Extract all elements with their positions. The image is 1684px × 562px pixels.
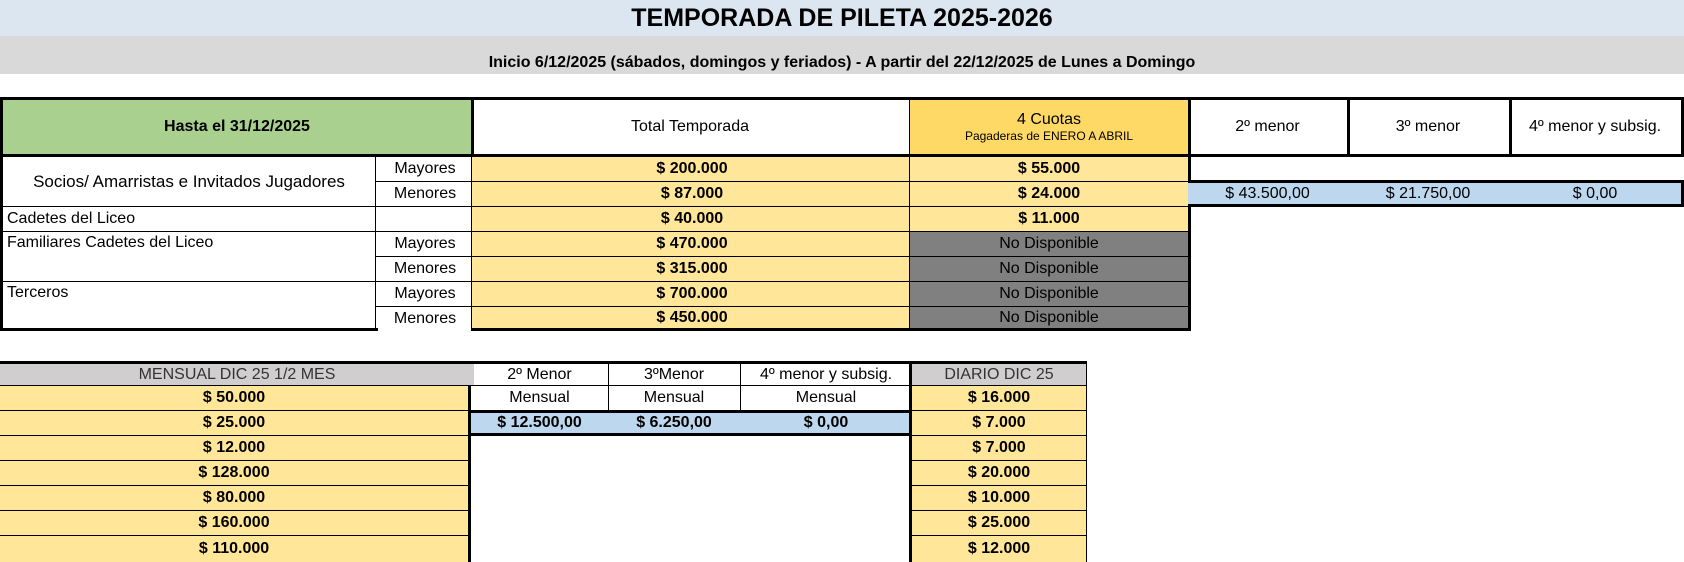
group-familiares: Familiares Cadetes del Liceo (7, 234, 214, 251)
cuotas-cell: No Disponible (909, 257, 1191, 282)
daily-header: DIARIO DIC 25 (909, 361, 1087, 386)
daily-value: $ 7.000 (909, 411, 1087, 436)
cuotas-cell: No Disponible (909, 307, 1191, 331)
monthly-sub-label: Mensual (608, 386, 741, 411)
type-cell: Menores (375, 307, 474, 331)
monthly-header: MENSUAL DIC 25 1/2 MES (0, 361, 474, 386)
total-cell: $ 200.000 (471, 157, 912, 182)
fourth-minor-value: $ 0,00 (1509, 180, 1684, 207)
daily-value: $ 12.000 (909, 536, 1087, 562)
monthly-value: $ 25.000 (0, 411, 471, 436)
daily-value: $ 16.000 (909, 386, 1087, 411)
monthly-value: $ 128.000 (0, 461, 471, 486)
col-second-minor: 2º menor (1188, 97, 1350, 157)
type-cell: Menores (375, 257, 474, 282)
cuotas-cell: $ 55.000 (909, 157, 1191, 182)
second-minor-value: $ 43.500,00 (1188, 180, 1350, 207)
type-cell: Mayores (375, 157, 474, 182)
type-cell: Mayores (375, 282, 474, 307)
monthly-value: $ 80.000 (0, 486, 471, 511)
cuotas-cell: $ 24.000 (909, 182, 1191, 207)
monthly-value: $ 160.000 (0, 511, 471, 536)
type-cell: Menores (375, 182, 474, 207)
monthly-value: $ 110.000 (0, 536, 471, 562)
total-cell: $ 450.000 (471, 307, 912, 331)
monthly-col-fourth: 4º menor y subsig. (740, 361, 912, 386)
type-cell (375, 207, 474, 232)
group-divider (3, 281, 375, 282)
monthly-sub-label: Mensual (740, 386, 912, 411)
monthly-sub-label: Mensual (471, 386, 609, 411)
group-cadetes: Cadetes del Liceo (7, 210, 136, 227)
monthly-col-second: 2º Menor (471, 361, 609, 386)
daily-value: $ 20.000 (909, 461, 1087, 486)
total-cell: $ 470.000 (471, 232, 912, 257)
cuotas-cell: No Disponible (909, 232, 1191, 257)
cuotas-cell: No Disponible (909, 282, 1191, 307)
col-third-minor: 3º menor (1347, 97, 1512, 157)
monthly-col-third: 3ºMenor (608, 361, 741, 386)
page-subtitle: Inicio 6/12/2025 (sábados, domingos y feriados) - A partir del 22/12/2025 de Lunes a Domingo (0, 36, 1684, 74)
monthly-fourth-value: $ 0,00 (740, 410, 912, 436)
col-cuotas-sublabel: Pagaderas de ENERO A ABRIL (964, 129, 1134, 143)
daily-value: $ 7.000 (909, 436, 1087, 461)
col-cuotas-label: 4 Cuotas (1016, 111, 1082, 128)
cuotas-cell: $ 11.000 (909, 207, 1191, 232)
col-cuotas (909, 97, 1191, 157)
group-divider (3, 231, 375, 232)
monthly-value: $ 50.000 (0, 386, 471, 411)
third-minor-value: $ 21.750,00 (1347, 180, 1512, 207)
monthly-value: $ 12.000 (0, 436, 471, 461)
page-title: TEMPORADA DE PILETA 2025-2026 (0, 0, 1684, 36)
type-cell: Mayores (375, 232, 474, 257)
group-terceros: Terceros (7, 284, 69, 301)
col-total-temporada: Total Temporada (471, 97, 912, 157)
total-cell: $ 315.000 (471, 257, 912, 282)
group-socios: Socios/ Amarristas e Invitados Jugadores (33, 172, 345, 191)
daily-value: $ 10.000 (909, 486, 1087, 511)
daily-value: $ 25.000 (909, 511, 1087, 536)
total-cell: $ 40.000 (471, 207, 912, 232)
monthly-second-value: $ 12.500,00 (471, 410, 609, 436)
total-cell: $ 700.000 (471, 282, 912, 307)
total-cell: $ 87.000 (471, 182, 912, 207)
monthly-third-value: $ 6.250,00 (608, 410, 741, 436)
season-header: Hasta el 31/12/2025 (0, 97, 474, 157)
col-fourth-minor: 4º menor y subsig. (1509, 97, 1684, 157)
